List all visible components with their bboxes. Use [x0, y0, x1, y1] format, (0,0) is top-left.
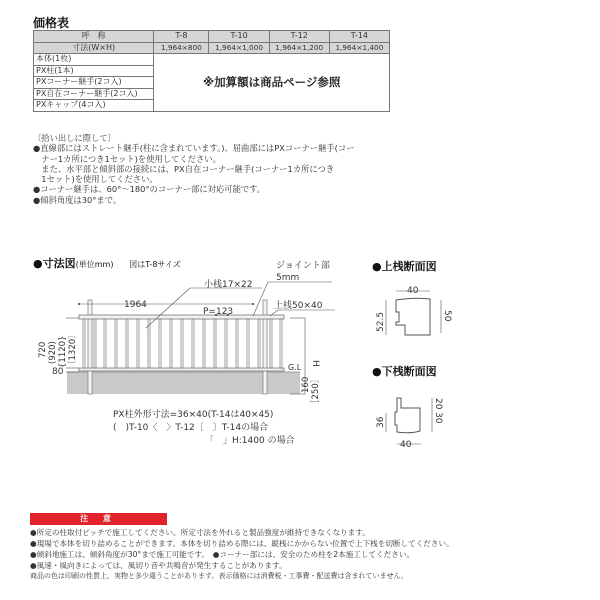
post-right — [263, 300, 267, 394]
note-line: ナー1カ所につき1セット)を使用してください。 — [33, 153, 221, 164]
lower-height-left: 36 — [376, 416, 386, 428]
column-name: T-10 — [209, 31, 269, 43]
lower-rail-section — [376, 398, 443, 450]
note-line: ●傾斜角度は30°まで。 — [33, 194, 122, 205]
height-symbol: H — [310, 360, 320, 367]
price-note: ※加算額は商品ページ参照 — [154, 54, 390, 112]
embed-label: 160 — [301, 376, 311, 393]
column-size: 1,964×1,400 — [329, 42, 389, 54]
row-label: 本体(1枚) — [34, 54, 154, 66]
header-label: 呼 称 — [34, 31, 154, 43]
caution-line: ●傾斜地施工は、傾斜角度が30°まで施工可能です。 ●コーナー部には、安全のため柱を2本施工してください。 — [30, 550, 415, 559]
post-left — [88, 300, 92, 394]
row-label: PXコーナー継手(2コ入) — [34, 77, 154, 89]
column-size: 1,964×1,200 — [269, 42, 329, 54]
base-offset-label: 80 — [52, 367, 64, 377]
footnote-bracket-key: ( )T-10〈 〉T-12〔 〕T-14の場合 — [113, 423, 269, 433]
upper-width: 40 — [407, 286, 419, 296]
bottom-rail — [79, 368, 284, 371]
caution-line: ●現場で本体を切り詰めることができます。本体を切り詰める際には、縦桟にかからない位置で上下桟を切断してください。 — [30, 539, 454, 548]
note-line: また、水平部と傾斜部の接続には、PX自在コーナー継手(コーナー1カ所につき — [33, 163, 335, 174]
note-line: 1セット)を使用してください。 — [33, 174, 158, 185]
caution-line: ●風速・風向きによっては、風切り音や共鳴音が発生することがあります。 — [30, 561, 287, 570]
notes-heading: 〔拾い出しに際して〕 — [33, 133, 116, 143]
caution-banner: 注 意 — [30, 513, 167, 525]
lower-section-title: ●下桟断面図 — [372, 365, 437, 378]
caution-line: 商品の色は印刷の性質上、実物と多少違うことがあります。表示価格には消費税・工事費・配送費は含まれていません。 — [30, 572, 408, 580]
column-name: T-12 — [269, 31, 329, 43]
caution-line: ●所定の柱取付ピッチで施工してください。所定寸法を外れると製品強度が維持できなくなります。 — [30, 528, 370, 537]
note-line: ●コーナー継手は、60°〜180°のコーナー部に対応可能です。 — [33, 184, 266, 195]
dimension-subtitle: 図はT-8サイズ — [129, 260, 181, 269]
footnote-post-size: PX柱外形寸法=36×40(T-14は40×45) — [113, 410, 274, 420]
height-label-t14: 〔1320〕 — [68, 330, 78, 369]
dimension-title-text: ●寸法図 — [33, 257, 76, 270]
upper-height-right: 50 — [442, 310, 452, 322]
upper-section-title: ●上桟断面図 — [372, 260, 437, 273]
height-label-t12: {1120} — [58, 335, 68, 368]
embed-alt-label: ［250］ — [311, 374, 321, 408]
joint-gap-label: 5mm — [276, 273, 300, 283]
price-table-title: 価格表 — [33, 16, 70, 30]
row-label: PX自在コーナー継手(2コ入) — [34, 88, 154, 100]
column-name: T-14 — [329, 31, 389, 43]
height-label-t8: 720 — [38, 341, 48, 358]
pickets — [83, 319, 282, 368]
footnote-h1400: 「 」H:1400 の場合 — [205, 436, 295, 446]
upper-rail-section — [376, 286, 452, 335]
caution-list — [30, 527, 454, 582]
joint-label: ジョイント部 — [276, 261, 330, 271]
pitch-label: P=123 — [203, 307, 234, 317]
row-label: PXキャップ(4コ入) — [34, 100, 154, 112]
ground-label: G.L — [288, 363, 302, 372]
width-label: 1964 — [124, 300, 147, 310]
lower-height-top: 20 — [433, 398, 443, 410]
top-rail-label: 上桟50×40 — [274, 301, 323, 311]
upper-height-left: 52.5 — [376, 311, 386, 332]
column-size: 1,964×800 — [154, 42, 209, 54]
note-line: ●直線部にはストレート継手(柱に含まれています。)、屈曲部にはPXコーナー継手(コー — [33, 143, 355, 154]
size-label: 寸法(W×H) — [34, 42, 154, 54]
lower-width: 40 — [400, 440, 412, 450]
column-size: 1,964×1,000 — [209, 42, 269, 54]
lower-height-right: 30 — [433, 412, 443, 424]
height-label-t10: (920) — [48, 341, 58, 364]
column-name: T-8 — [154, 31, 209, 43]
row-label: PX柱(1本) — [34, 65, 154, 77]
dimension-unit: (単位mm) — [75, 260, 114, 269]
small-rail-label: 小桟17×22 — [204, 280, 253, 290]
